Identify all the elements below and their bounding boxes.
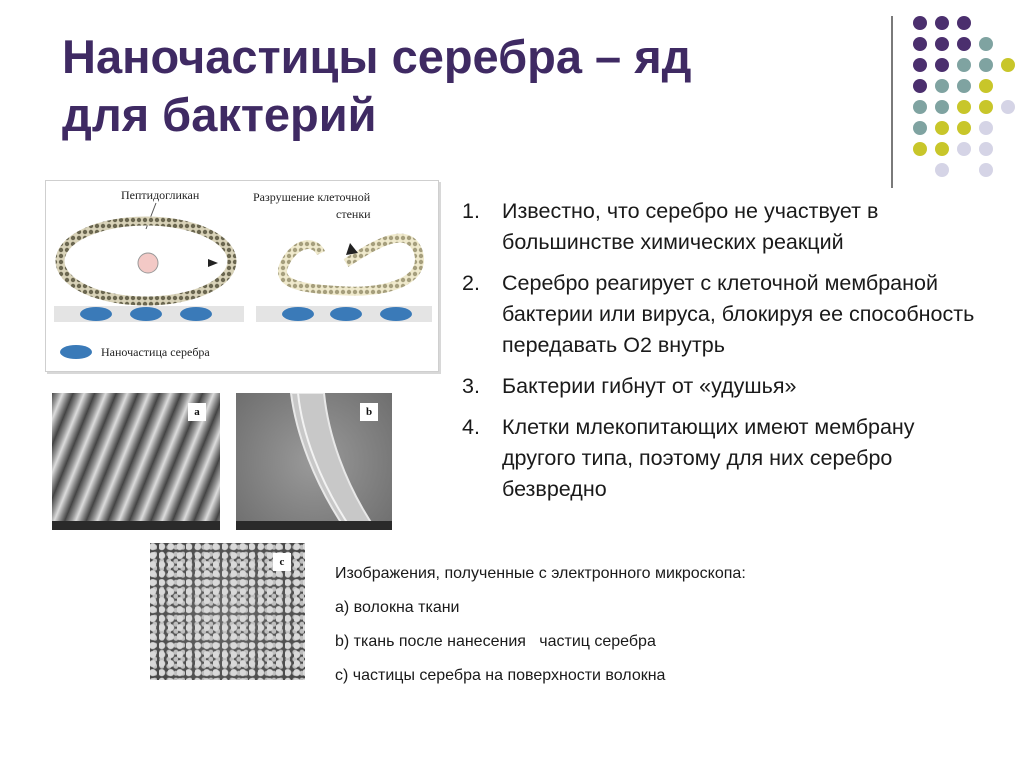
sem-label-c: c xyxy=(273,553,291,571)
dot xyxy=(979,58,993,72)
list-item-text: Бактерии гибнут от «удушья» xyxy=(502,374,797,398)
cell-wall-diagram xyxy=(45,180,439,372)
arrow-icon xyxy=(346,243,358,255)
dot xyxy=(957,121,971,135)
dot xyxy=(913,58,927,72)
sem-label-b: b xyxy=(360,403,378,421)
label-peptidoglycan: Пептидогликан xyxy=(121,188,200,202)
sem-image-silver-particles xyxy=(150,543,305,680)
list-item xyxy=(462,268,982,361)
dot xyxy=(913,142,927,156)
dot xyxy=(957,58,971,72)
dot xyxy=(913,37,927,51)
dot xyxy=(913,100,927,114)
dot xyxy=(979,100,993,114)
dot xyxy=(935,100,949,114)
nanoparticle xyxy=(330,307,362,321)
list-item-text: Известно, что серебро не участвует в большинстве химических реакций xyxy=(502,199,879,254)
dot xyxy=(979,121,993,135)
legend-nanoparticle-swatch xyxy=(60,345,92,359)
dot xyxy=(957,79,971,93)
sem-image-fabric-fibers xyxy=(52,393,220,530)
nanoparticle xyxy=(80,307,112,321)
nanoparticle xyxy=(180,307,212,321)
list-item-number: 3. xyxy=(462,374,480,398)
nanoparticle xyxy=(282,307,314,321)
dot xyxy=(957,37,971,51)
dot xyxy=(913,16,927,30)
dot xyxy=(957,16,971,30)
key-points-list xyxy=(462,196,982,515)
image-caption xyxy=(335,563,765,699)
dot xyxy=(913,79,927,93)
nanoparticle xyxy=(380,307,412,321)
caption-b: b) ткань после нанесения частиц серебра xyxy=(335,633,656,650)
list-item-number: 4. xyxy=(462,415,480,439)
decorative-dot-grid xyxy=(0,0,1024,200)
list-item xyxy=(462,196,982,258)
dot xyxy=(935,37,949,51)
dot xyxy=(979,163,993,177)
list-item-text: Серебро реагирует с клеточной мембраной бактерии или вируса, блокируя ее способность передавать O2 внутрь xyxy=(502,271,975,357)
label-destruction-line-2: стенки xyxy=(336,207,371,221)
dot xyxy=(935,163,949,177)
title-line-2: для бактерий xyxy=(62,88,377,141)
dot xyxy=(935,16,949,30)
dot xyxy=(935,79,949,93)
label-destruction-line-1: Разрушение клеточной xyxy=(253,190,371,204)
list-item xyxy=(462,371,982,402)
dot xyxy=(935,121,949,135)
dot xyxy=(935,58,949,72)
title-line-1: Наночастицы серебра – яд xyxy=(62,30,692,83)
sem-label-a: a xyxy=(188,403,206,421)
sem-scalebar xyxy=(52,521,220,530)
cell-wall-diagram-svg xyxy=(46,181,438,371)
caption-intro: Изображения, полученные с электронного микроскопа: xyxy=(335,565,746,582)
dot xyxy=(913,121,927,135)
dot xyxy=(1001,58,1015,72)
dot xyxy=(979,37,993,51)
dot xyxy=(935,142,949,156)
cell-nucleus xyxy=(138,253,158,273)
dot xyxy=(957,142,971,156)
caption-c: c) частицы серебра на поверхности волокна xyxy=(335,667,666,684)
dot xyxy=(979,142,993,156)
sem-image-coated-fiber xyxy=(236,393,392,530)
caption-a: a) волокна ткани xyxy=(335,599,460,616)
arrow-icon xyxy=(208,259,218,267)
dot xyxy=(979,79,993,93)
list-item xyxy=(462,412,982,505)
list-item-text: Клетки млекопитающих имеют мембрану другого типа, поэтому для них серебро безвредно xyxy=(502,415,915,501)
dot xyxy=(1001,100,1015,114)
legend-nanoparticle-label: Наночастица серебра xyxy=(101,345,210,359)
dot xyxy=(957,100,971,114)
sem-scalebar xyxy=(236,521,392,530)
list-item-number: 2. xyxy=(462,271,480,295)
list-item-number: 1. xyxy=(462,199,480,223)
nanoparticle xyxy=(130,307,162,321)
